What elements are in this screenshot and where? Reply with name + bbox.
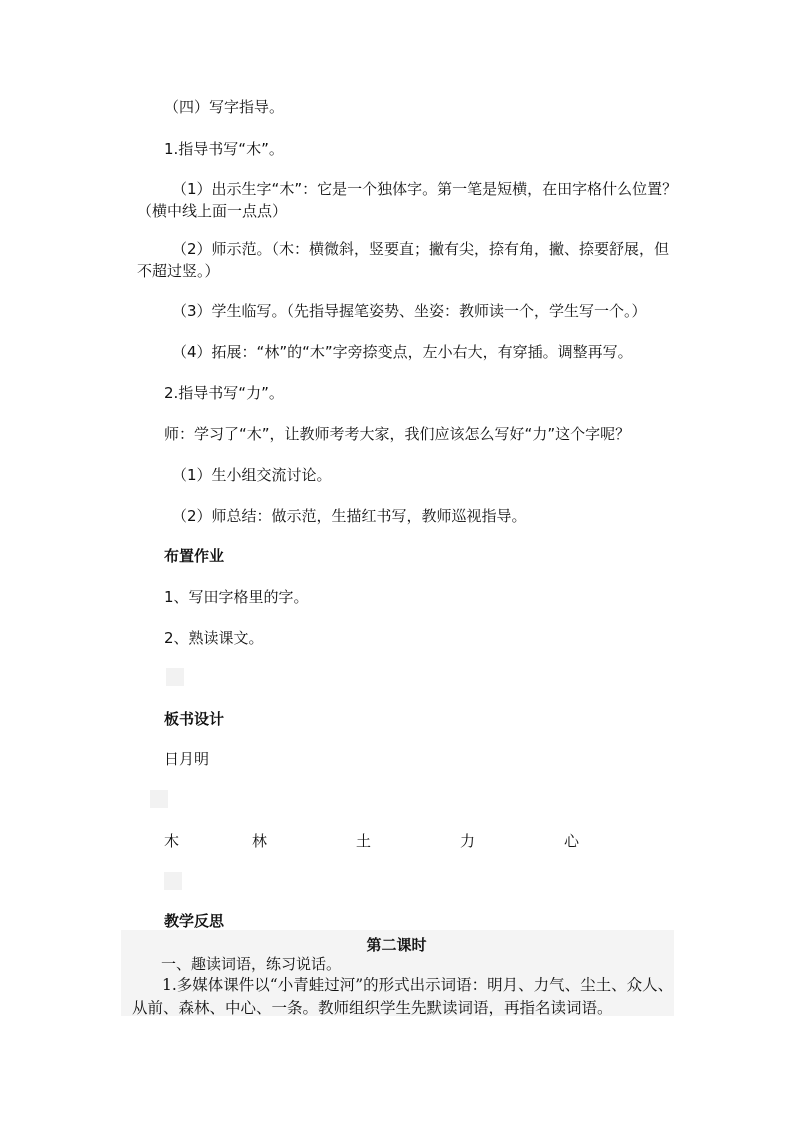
homework-heading: 布置作业: [164, 547, 225, 565]
board-line-1: 日月明: [164, 750, 210, 768]
board-char-tu: 土: [356, 832, 372, 850]
homework-item-2: 2、熟读课文。: [164, 629, 264, 647]
guide-mu-heading: 1.指导书写“木”。: [164, 140, 284, 158]
section-four-heading: （四）写字指导。: [164, 98, 285, 116]
homework-item-1: 1、写田字格里的字。: [164, 588, 309, 606]
lesson-two-title: 第二课时: [366, 936, 427, 954]
board-char-mu: 木: [164, 832, 180, 850]
board-char-li: 力: [460, 832, 476, 850]
teacher-question: 师：学习了“木”，让教师考考大家，我们应该怎么写好“力”这个字呢？: [164, 425, 631, 443]
mu-step-1: （1）出示生字“木”：它是一个独体字。第一笔是短横，在田字格什么位置？（横中线上面一点点）: [137, 180, 678, 220]
placeholder-mark: [150, 790, 168, 808]
mu-step-2: （2）师示范。（木：横微斜，竖要直；撇有尖，捺有角，撇、捺要舒展，但不超过竖。）: [137, 240, 670, 280]
li-step-1: （1）生小组交流讨论。: [172, 466, 332, 484]
board-design-heading: 板书设计: [164, 710, 225, 728]
li-step-2: （2）师总结：做示范，生描红书写，教师巡视指导。: [172, 507, 527, 525]
mu-step-3: （3）学生临写。（先指导握笔姿势、坐姿：教师读一个，学生写一个。）: [172, 302, 647, 320]
placeholder-mark: [166, 668, 184, 686]
placeholder-mark: [164, 872, 182, 890]
board-char-xin: 心: [564, 832, 580, 850]
lesson-two-step-1: 一、趣读词语，练习说话。: [161, 955, 342, 973]
guide-li-heading: 2.指导书写“力”。: [164, 384, 284, 402]
board-char-lin: 林: [252, 832, 268, 850]
reflection-heading: 教学反思: [164, 912, 225, 930]
mu-step-4: （4）拓展：“林”的“木”字旁捺变点，左小右大，有穿插。调整再写。: [172, 343, 633, 361]
lesson-two-paragraph: 1.多媒体课件以“小青蛙过河”的形式出示词语：明月、力气、尘土、众人、从前、森林、中心、一条。教师组织学生先默读词语，再指名读词语。: [132, 976, 674, 1017]
